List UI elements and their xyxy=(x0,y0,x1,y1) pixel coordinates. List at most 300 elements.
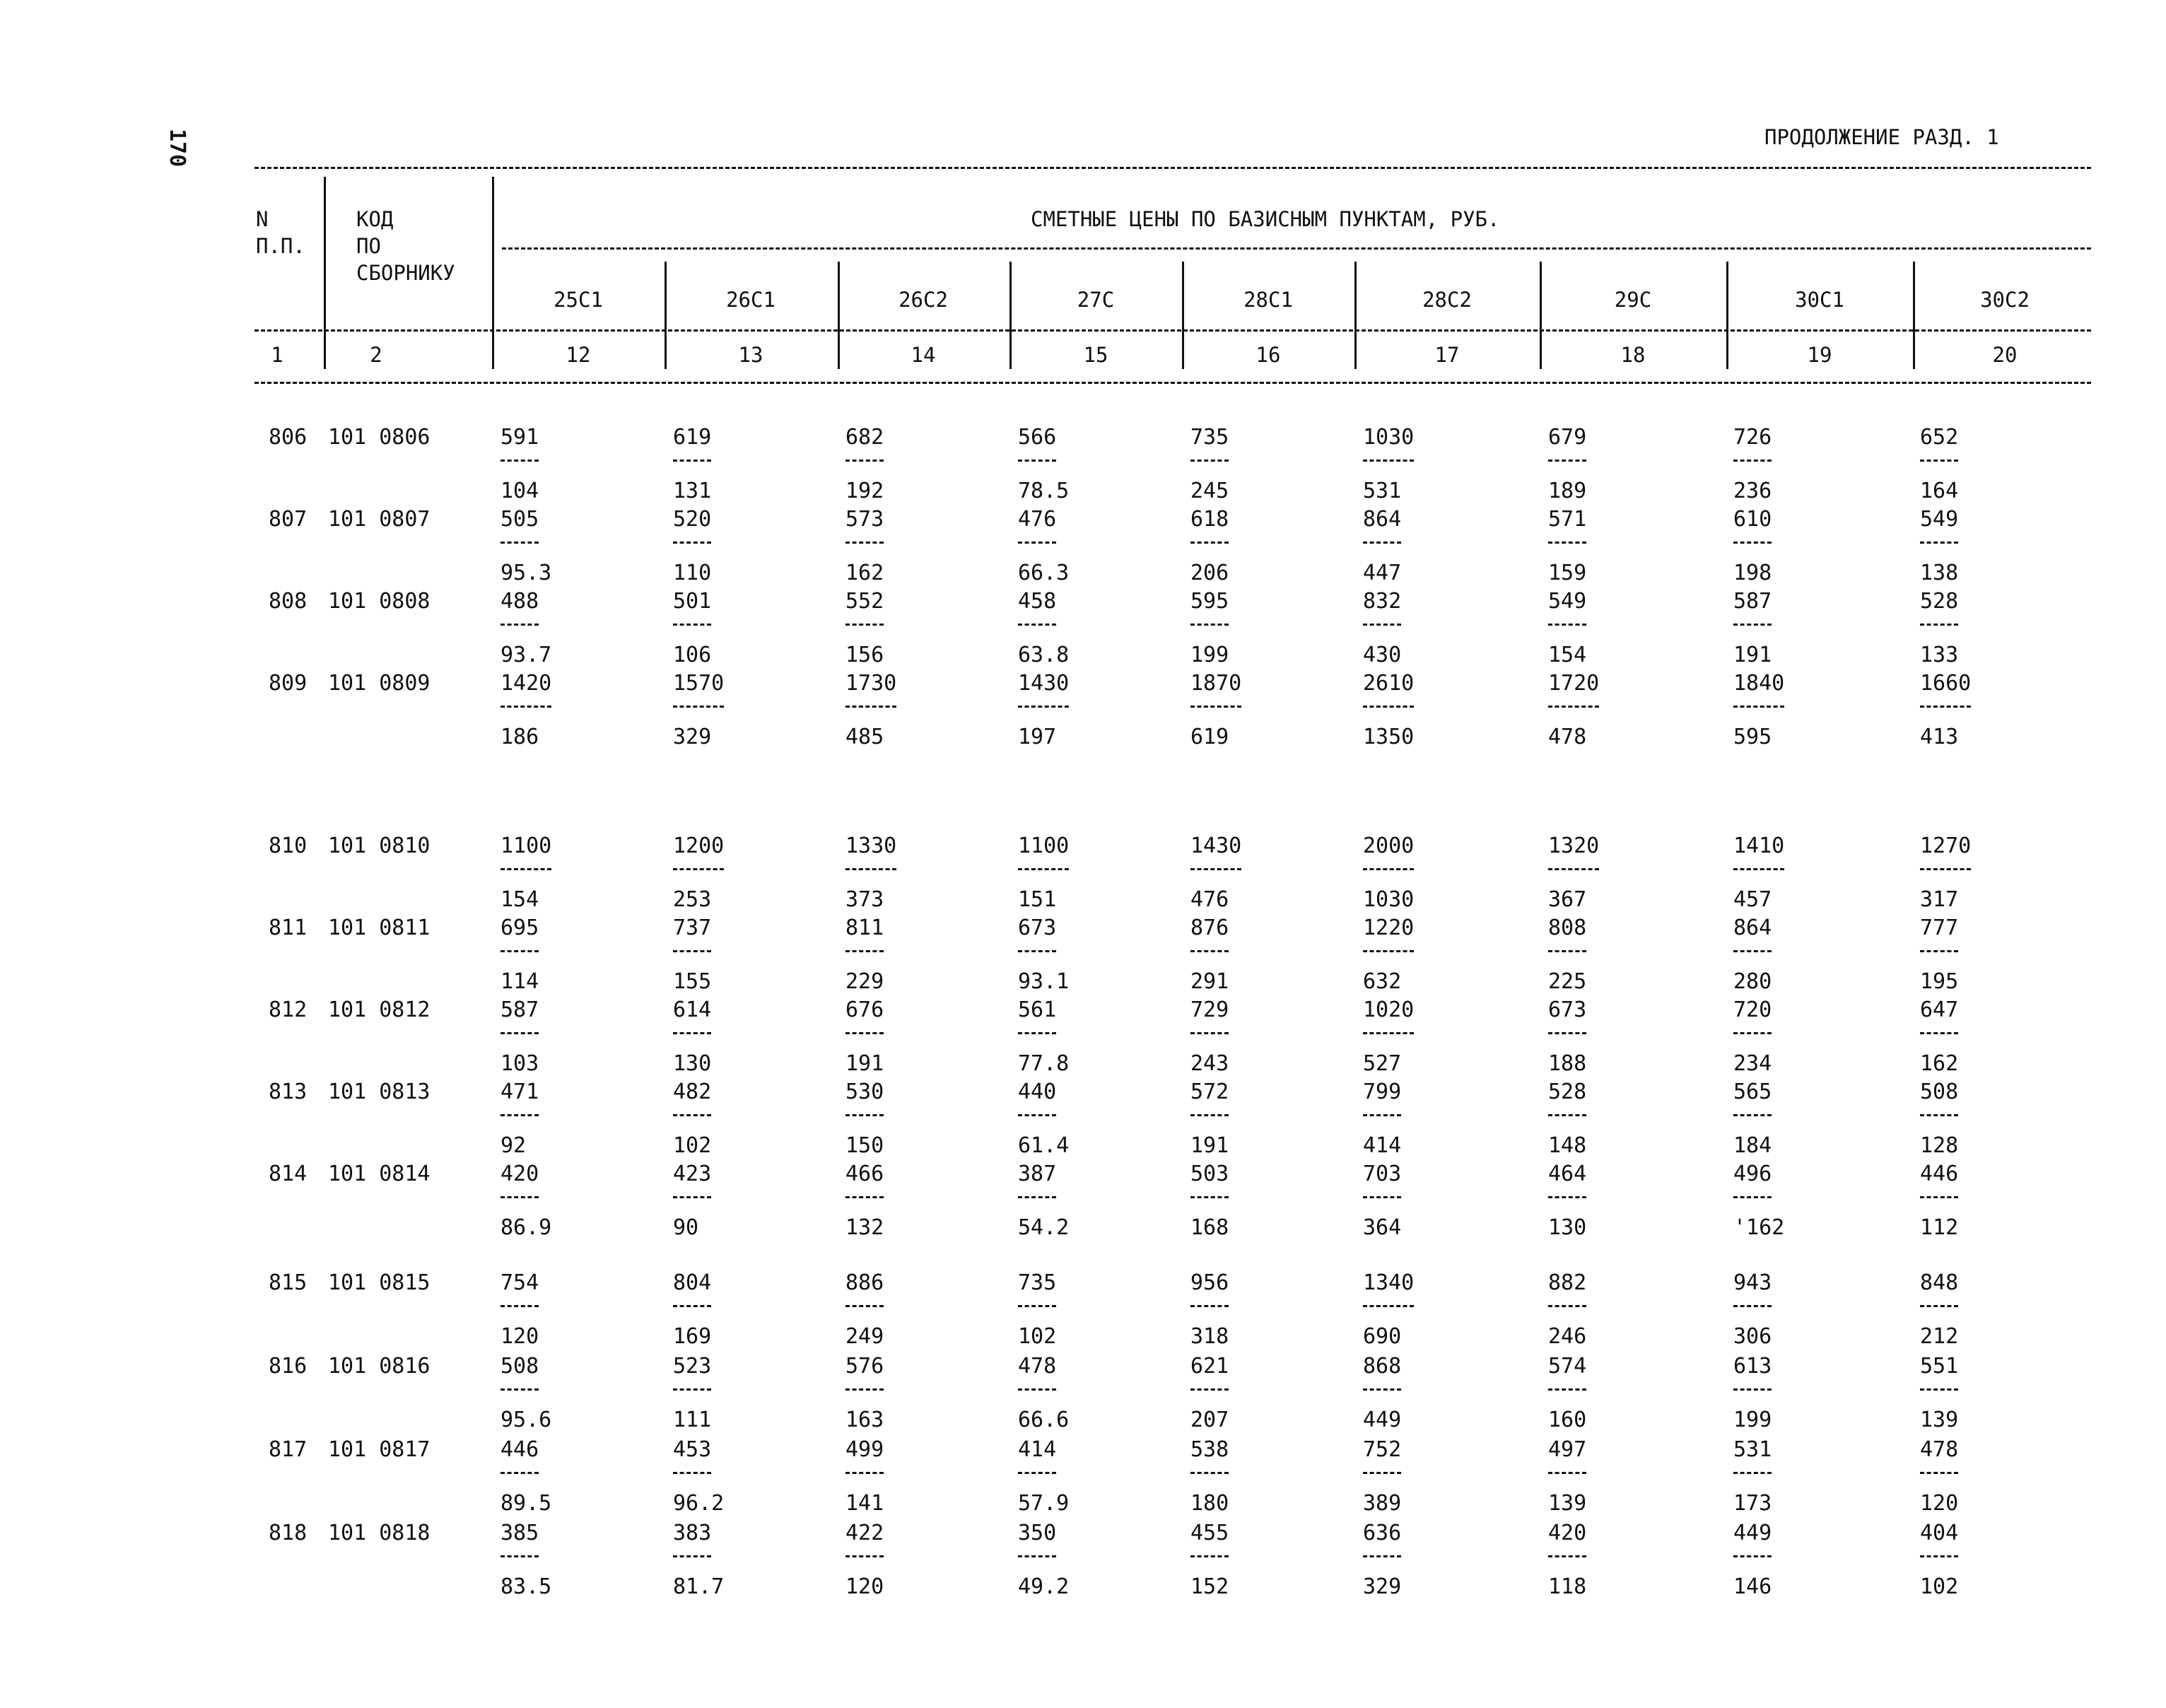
fraction-bar xyxy=(1733,1555,1772,1557)
header-divider xyxy=(1726,262,1728,369)
fraction-bar xyxy=(1018,1555,1056,1557)
price-component: 457 xyxy=(1733,887,1772,912)
fraction-bar xyxy=(1920,868,1971,870)
row-code: 101 0815 xyxy=(328,1270,431,1295)
price-total: 503 xyxy=(1190,1162,1229,1186)
fraction-bar xyxy=(1733,1388,1772,1391)
row-number: 813 xyxy=(269,1080,308,1104)
column-number: 18 xyxy=(1620,343,1646,367)
fraction-bar xyxy=(500,1305,539,1307)
fraction-bar xyxy=(1920,1196,1958,1198)
row-number: 816 xyxy=(269,1354,308,1379)
basis-point-header: 26С1 xyxy=(726,288,775,312)
price-total: 561 xyxy=(1018,998,1057,1022)
fraction-bar xyxy=(1018,542,1056,544)
price-total: 508 xyxy=(500,1354,539,1379)
fraction-bar xyxy=(1190,1114,1229,1116)
price-component: 253 xyxy=(673,887,712,912)
price-total: 1730 xyxy=(845,671,897,696)
price-total: 943 xyxy=(1733,1270,1772,1295)
price-component: 78.5 xyxy=(1018,479,1070,503)
fraction-bar xyxy=(500,1472,539,1474)
price-total: 1340 xyxy=(1363,1270,1415,1295)
price-component: 389 xyxy=(1363,1491,1402,1516)
price-total: 777 xyxy=(1920,916,1959,940)
fraction-bar xyxy=(1363,868,1414,870)
header-n: N xyxy=(256,207,269,231)
header-code-line2: ПО xyxy=(356,234,381,258)
price-total: 618 xyxy=(1190,507,1229,532)
price-component: 130 xyxy=(1548,1215,1587,1240)
price-total: 735 xyxy=(1018,1270,1057,1295)
price-total: 1100 xyxy=(500,833,552,858)
fraction-bar xyxy=(1363,706,1414,708)
price-total: 636 xyxy=(1363,1521,1402,1545)
fraction-bar xyxy=(1018,1032,1056,1034)
fraction-bar xyxy=(1363,1032,1414,1034)
price-total: 735 xyxy=(1190,425,1229,450)
price-total: 652 xyxy=(1920,425,1959,450)
price-total: 1270 xyxy=(1920,833,1972,858)
price-component: 243 xyxy=(1190,1051,1229,1076)
price-component: 447 xyxy=(1363,561,1402,585)
price-total: 619 xyxy=(673,425,712,450)
price-total: 1870 xyxy=(1190,671,1242,696)
fraction-bar xyxy=(1548,460,1586,462)
fraction-bar xyxy=(673,1196,711,1198)
price-total: 729 xyxy=(1190,998,1229,1022)
header-divider xyxy=(838,262,840,369)
fraction-bar xyxy=(500,1196,539,1198)
fraction-bar xyxy=(673,1032,711,1034)
price-component: 1350 xyxy=(1363,725,1415,749)
fraction-bar xyxy=(1363,460,1414,462)
fraction-bar xyxy=(673,706,724,708)
row-number: 815 xyxy=(269,1270,308,1295)
price-component: 96.2 xyxy=(673,1491,725,1516)
price-total: 528 xyxy=(1548,1080,1587,1104)
header-mid-rule xyxy=(502,247,2091,250)
price-component: 159 xyxy=(1548,561,1587,585)
price-component: 139 xyxy=(1920,1408,1959,1432)
price-component: 318 xyxy=(1190,1324,1229,1349)
fraction-bar xyxy=(673,950,711,952)
fraction-bar xyxy=(1363,1305,1414,1307)
price-total: 1200 xyxy=(673,833,725,858)
price-total: 703 xyxy=(1363,1162,1402,1186)
price-total: 864 xyxy=(1733,916,1772,940)
price-component: 690 xyxy=(1363,1324,1402,1349)
price-total: 453 xyxy=(673,1437,712,1462)
prices-title: СМЕТНЫЕ ЦЕНЫ ПО БАЗИСНЫМ ПУНКТАМ, РУБ. xyxy=(1031,207,1500,231)
price-total: 595 xyxy=(1190,589,1229,614)
basis-point-header: 28С2 xyxy=(1422,288,1472,312)
price-component: 413 xyxy=(1920,725,1959,749)
price-component: 163 xyxy=(845,1408,884,1432)
price-component: 162 xyxy=(1920,1051,1959,1076)
fraction-bar xyxy=(1548,1032,1586,1034)
price-component: 162 xyxy=(845,561,884,585)
price-total: 2000 xyxy=(1363,833,1415,858)
price-total: 682 xyxy=(845,425,884,450)
price-component: 225 xyxy=(1548,969,1587,994)
price-total: 488 xyxy=(500,589,539,614)
price-component: 95.6 xyxy=(500,1408,552,1432)
price-component: 186 xyxy=(500,725,539,749)
price-total: 1430 xyxy=(1018,671,1070,696)
price-total: 1660 xyxy=(1920,671,1972,696)
price-total: 1220 xyxy=(1363,916,1415,940)
price-component: 249 xyxy=(845,1324,884,1349)
column-number: 16 xyxy=(1255,343,1281,367)
fraction-bar xyxy=(1920,460,1958,462)
price-component: 89.5 xyxy=(500,1491,552,1516)
fraction-bar xyxy=(845,950,884,952)
column-number: 19 xyxy=(1807,343,1832,367)
fraction-bar xyxy=(1018,1388,1056,1391)
price-total: 673 xyxy=(1548,998,1587,1022)
fraction-bar xyxy=(1920,1388,1958,1391)
fraction-bar xyxy=(673,1555,711,1557)
fraction-bar xyxy=(1018,950,1056,952)
fraction-bar xyxy=(1363,1196,1401,1198)
fraction-bar xyxy=(1548,950,1586,952)
fraction-bar xyxy=(500,950,539,952)
row-number: 808 xyxy=(269,589,308,614)
price-total: 571 xyxy=(1548,507,1587,532)
price-component: '162 xyxy=(1733,1215,1785,1240)
price-component: 164 xyxy=(1920,479,1959,503)
basis-point-header: 30С2 xyxy=(1980,288,2030,312)
basis-point-header: 28С1 xyxy=(1243,288,1293,312)
price-component: 199 xyxy=(1190,643,1229,667)
row-code: 101 0810 xyxy=(328,833,431,858)
price-component: 198 xyxy=(1733,561,1772,585)
column-number: 2 xyxy=(370,343,382,367)
price-component: 110 xyxy=(673,561,712,585)
fraction-bar xyxy=(1190,624,1229,626)
price-total: 1320 xyxy=(1548,833,1600,858)
row-number: 806 xyxy=(269,425,308,450)
price-total: 464 xyxy=(1548,1162,1587,1186)
price-total: 476 xyxy=(1018,507,1057,532)
row-number: 817 xyxy=(269,1437,308,1462)
price-component: 131 xyxy=(673,479,712,503)
price-total: 1430 xyxy=(1190,833,1242,858)
fraction-bar xyxy=(500,624,539,626)
row-number: 811 xyxy=(269,916,308,940)
price-component: 329 xyxy=(673,725,712,749)
price-total: 549 xyxy=(1548,589,1587,614)
price-component: 120 xyxy=(1920,1491,1959,1516)
fraction-bar xyxy=(673,1305,711,1307)
row-number: 818 xyxy=(269,1521,308,1545)
fraction-bar xyxy=(845,460,884,462)
fraction-bar xyxy=(1190,1196,1229,1198)
fraction-bar xyxy=(1363,1388,1401,1391)
price-component: 120 xyxy=(845,1574,884,1599)
price-total: 404 xyxy=(1920,1521,1959,1545)
column-number: 14 xyxy=(911,343,936,367)
fraction-bar xyxy=(1920,950,1958,952)
price-component: 156 xyxy=(845,643,884,667)
price-total: 549 xyxy=(1920,507,1959,532)
header-code-line1: КОД xyxy=(356,207,394,231)
price-component: 93.1 xyxy=(1018,969,1070,994)
fraction-bar xyxy=(1190,460,1229,462)
price-component: 138 xyxy=(1920,561,1959,585)
price-component: 485 xyxy=(845,725,884,749)
fraction-bar xyxy=(1190,1472,1229,1474)
price-component: 188 xyxy=(1548,1051,1587,1076)
header-divider xyxy=(1009,262,1012,369)
price-component: 63.8 xyxy=(1018,643,1070,667)
price-total: 587 xyxy=(1733,589,1772,614)
price-component: 430 xyxy=(1363,643,1402,667)
price-total: 882 xyxy=(1548,1270,1587,1295)
price-component: 1030 xyxy=(1363,887,1415,912)
price-total: 1720 xyxy=(1548,671,1600,696)
price-total: 673 xyxy=(1018,916,1057,940)
price-total: 2610 xyxy=(1363,671,1415,696)
price-component: 103 xyxy=(500,1051,539,1076)
price-component: 139 xyxy=(1548,1491,1587,1516)
fraction-bar xyxy=(500,460,539,462)
price-component: 329 xyxy=(1363,1574,1402,1599)
fraction-bar xyxy=(1920,706,1971,708)
fraction-bar xyxy=(1018,1305,1056,1307)
price-component: 93.7 xyxy=(500,643,552,667)
fraction-bar xyxy=(500,868,551,870)
price-total: 576 xyxy=(845,1354,884,1379)
fraction-bar xyxy=(1018,1472,1056,1474)
row-code: 101 0816 xyxy=(328,1354,431,1379)
fraction-bar xyxy=(673,1114,711,1116)
price-total: 1100 xyxy=(1018,833,1070,858)
price-component: 191 xyxy=(1190,1133,1229,1158)
fraction-bar xyxy=(1920,1472,1958,1474)
fraction-bar xyxy=(1733,1032,1772,1034)
fraction-bar xyxy=(1548,706,1599,708)
row-number: 809 xyxy=(269,671,308,696)
fraction-bar xyxy=(845,542,884,544)
price-total: 414 xyxy=(1018,1437,1057,1462)
fraction-bar xyxy=(1190,868,1241,870)
price-component: 150 xyxy=(845,1133,884,1158)
header-divider xyxy=(1354,262,1357,369)
fraction-bar xyxy=(1363,542,1401,544)
price-component: 118 xyxy=(1548,1574,1587,1599)
row-code: 101 0818 xyxy=(328,1521,431,1545)
fraction-bar xyxy=(1018,868,1069,870)
header-code-line3: СБОРНИКУ xyxy=(356,261,455,285)
price-component: 414 xyxy=(1363,1133,1402,1158)
price-total: 420 xyxy=(500,1162,539,1186)
fraction-bar xyxy=(500,1555,539,1557)
price-total: 591 xyxy=(500,425,539,450)
column-number: 13 xyxy=(738,343,763,367)
row-code: 101 0812 xyxy=(328,998,431,1022)
price-component: 104 xyxy=(500,479,539,503)
price-component: 367 xyxy=(1548,887,1587,912)
basis-point-header: 29С xyxy=(1614,288,1652,312)
fraction-bar xyxy=(1190,542,1229,544)
row-number: 812 xyxy=(269,998,308,1022)
fraction-bar xyxy=(845,868,896,870)
price-component: 317 xyxy=(1920,887,1959,912)
fraction-bar xyxy=(1920,1555,1958,1557)
price-total: 528 xyxy=(1920,589,1959,614)
fraction-bar xyxy=(1018,624,1056,626)
price-total: 1410 xyxy=(1733,833,1785,858)
price-total: 876 xyxy=(1190,916,1229,940)
fraction-bar xyxy=(673,1388,711,1391)
price-total: 523 xyxy=(673,1354,712,1379)
price-component: 102 xyxy=(1920,1574,1959,1599)
price-total: 587 xyxy=(500,998,539,1022)
fraction-bar xyxy=(1548,868,1599,870)
fraction-bar xyxy=(500,1032,539,1034)
fraction-bar xyxy=(1018,706,1069,708)
price-total: 1030 xyxy=(1363,425,1415,450)
fraction-bar xyxy=(1920,1305,1958,1307)
fraction-bar xyxy=(1363,1555,1401,1557)
fraction-bar xyxy=(1548,624,1586,626)
fraction-bar xyxy=(1733,1114,1772,1116)
fraction-bar xyxy=(500,542,539,544)
price-total: 497 xyxy=(1548,1437,1587,1462)
price-component: 152 xyxy=(1190,1574,1229,1599)
price-component: 476 xyxy=(1190,887,1229,912)
price-total: 478 xyxy=(1018,1354,1057,1379)
price-total: 420 xyxy=(1548,1521,1587,1545)
price-total: 440 xyxy=(1018,1080,1057,1104)
price-component: 95.3 xyxy=(500,561,552,585)
basis-point-header: 26С2 xyxy=(898,288,948,312)
header-divider xyxy=(665,262,667,369)
price-total: 832 xyxy=(1363,589,1402,614)
price-total: 538 xyxy=(1190,1437,1229,1462)
price-component: 595 xyxy=(1733,725,1772,749)
price-component: 86.9 xyxy=(500,1215,552,1240)
column-number: 12 xyxy=(566,343,591,367)
price-component: 102 xyxy=(1018,1324,1057,1349)
fraction-bar xyxy=(673,460,711,462)
fraction-bar xyxy=(1548,1472,1586,1474)
price-total: 496 xyxy=(1733,1162,1772,1186)
fraction-bar xyxy=(1018,1114,1056,1116)
price-component: 478 xyxy=(1548,725,1587,749)
price-component: 192 xyxy=(845,479,884,503)
row-code: 101 0809 xyxy=(328,671,431,696)
fraction-bar xyxy=(1548,1388,1586,1391)
price-component: 112 xyxy=(1920,1215,1959,1240)
continuation-title: ПРОДОЛЖЕНИЕ РАЗД. 1 xyxy=(1764,125,1999,149)
fraction-bar xyxy=(845,624,884,626)
price-component: 206 xyxy=(1190,561,1229,585)
price-component: 111 xyxy=(673,1408,712,1432)
price-total: 752 xyxy=(1363,1437,1402,1462)
fraction-bar xyxy=(1920,624,1958,626)
fraction-bar xyxy=(1190,706,1241,708)
price-component: 128 xyxy=(1920,1133,1959,1158)
header-bottom-rule xyxy=(254,382,2091,384)
price-component: 234 xyxy=(1733,1051,1772,1076)
price-component: 148 xyxy=(1548,1133,1587,1158)
fraction-bar xyxy=(1363,1472,1401,1474)
price-component: 280 xyxy=(1733,969,1772,994)
price-total: 505 xyxy=(500,507,539,532)
price-component: 154 xyxy=(1548,643,1587,667)
header-numbers-rule xyxy=(254,329,2091,332)
price-total: 478 xyxy=(1920,1437,1959,1462)
fraction-bar xyxy=(1190,1032,1229,1034)
price-total: 458 xyxy=(1018,589,1057,614)
price-component: 114 xyxy=(500,969,539,994)
header-n-sub: П.П. xyxy=(256,234,305,258)
price-component: 197 xyxy=(1018,725,1057,749)
price-total: 808 xyxy=(1548,916,1587,940)
price-component: 66.6 xyxy=(1018,1408,1070,1432)
price-component: 132 xyxy=(845,1215,884,1240)
price-total: 1840 xyxy=(1733,671,1785,696)
fraction-bar xyxy=(845,1305,884,1307)
price-total: 574 xyxy=(1548,1354,1587,1379)
price-component: 191 xyxy=(1733,643,1772,667)
price-component: 168 xyxy=(1190,1215,1229,1240)
row-number: 814 xyxy=(269,1162,308,1186)
fraction-bar xyxy=(1018,460,1056,462)
fraction-bar xyxy=(1190,1305,1229,1307)
price-component: 90 xyxy=(673,1215,699,1240)
fraction-bar xyxy=(1733,460,1772,462)
price-total: 886 xyxy=(845,1270,884,1295)
row-code: 101 0817 xyxy=(328,1437,431,1462)
fraction-bar xyxy=(1733,624,1772,626)
price-component: 61.4 xyxy=(1018,1133,1070,1158)
price-component: 212 xyxy=(1920,1324,1959,1349)
header-top-rule xyxy=(254,167,2091,169)
price-total: 501 xyxy=(673,589,712,614)
price-total: 799 xyxy=(1363,1080,1402,1104)
price-component: 54.2 xyxy=(1018,1215,1070,1240)
price-component: 66.3 xyxy=(1018,561,1070,585)
fraction-bar xyxy=(845,1555,884,1557)
price-total: 531 xyxy=(1733,1437,1772,1462)
price-component: 141 xyxy=(845,1491,884,1516)
price-total: 446 xyxy=(500,1437,539,1462)
price-total: 676 xyxy=(845,998,884,1022)
basis-point-header: 25С1 xyxy=(554,288,603,312)
fraction-bar xyxy=(1548,542,1586,544)
row-code: 101 0813 xyxy=(328,1080,431,1104)
header-divider xyxy=(1913,262,1915,369)
fraction-bar xyxy=(1548,1305,1586,1307)
price-component: 77.8 xyxy=(1018,1051,1070,1076)
price-total: 1420 xyxy=(500,671,552,696)
price-component: 632 xyxy=(1363,969,1402,994)
price-component: 130 xyxy=(673,1051,712,1076)
price-total: 520 xyxy=(673,507,712,532)
price-total: 679 xyxy=(1548,425,1587,450)
fraction-bar xyxy=(500,706,551,708)
price-total: 471 xyxy=(500,1080,539,1104)
fraction-bar xyxy=(1733,542,1772,544)
price-total: 726 xyxy=(1733,425,1772,450)
price-total: 610 xyxy=(1733,507,1772,532)
basis-point-header: 27С xyxy=(1077,288,1115,312)
fraction-bar xyxy=(1363,624,1401,626)
